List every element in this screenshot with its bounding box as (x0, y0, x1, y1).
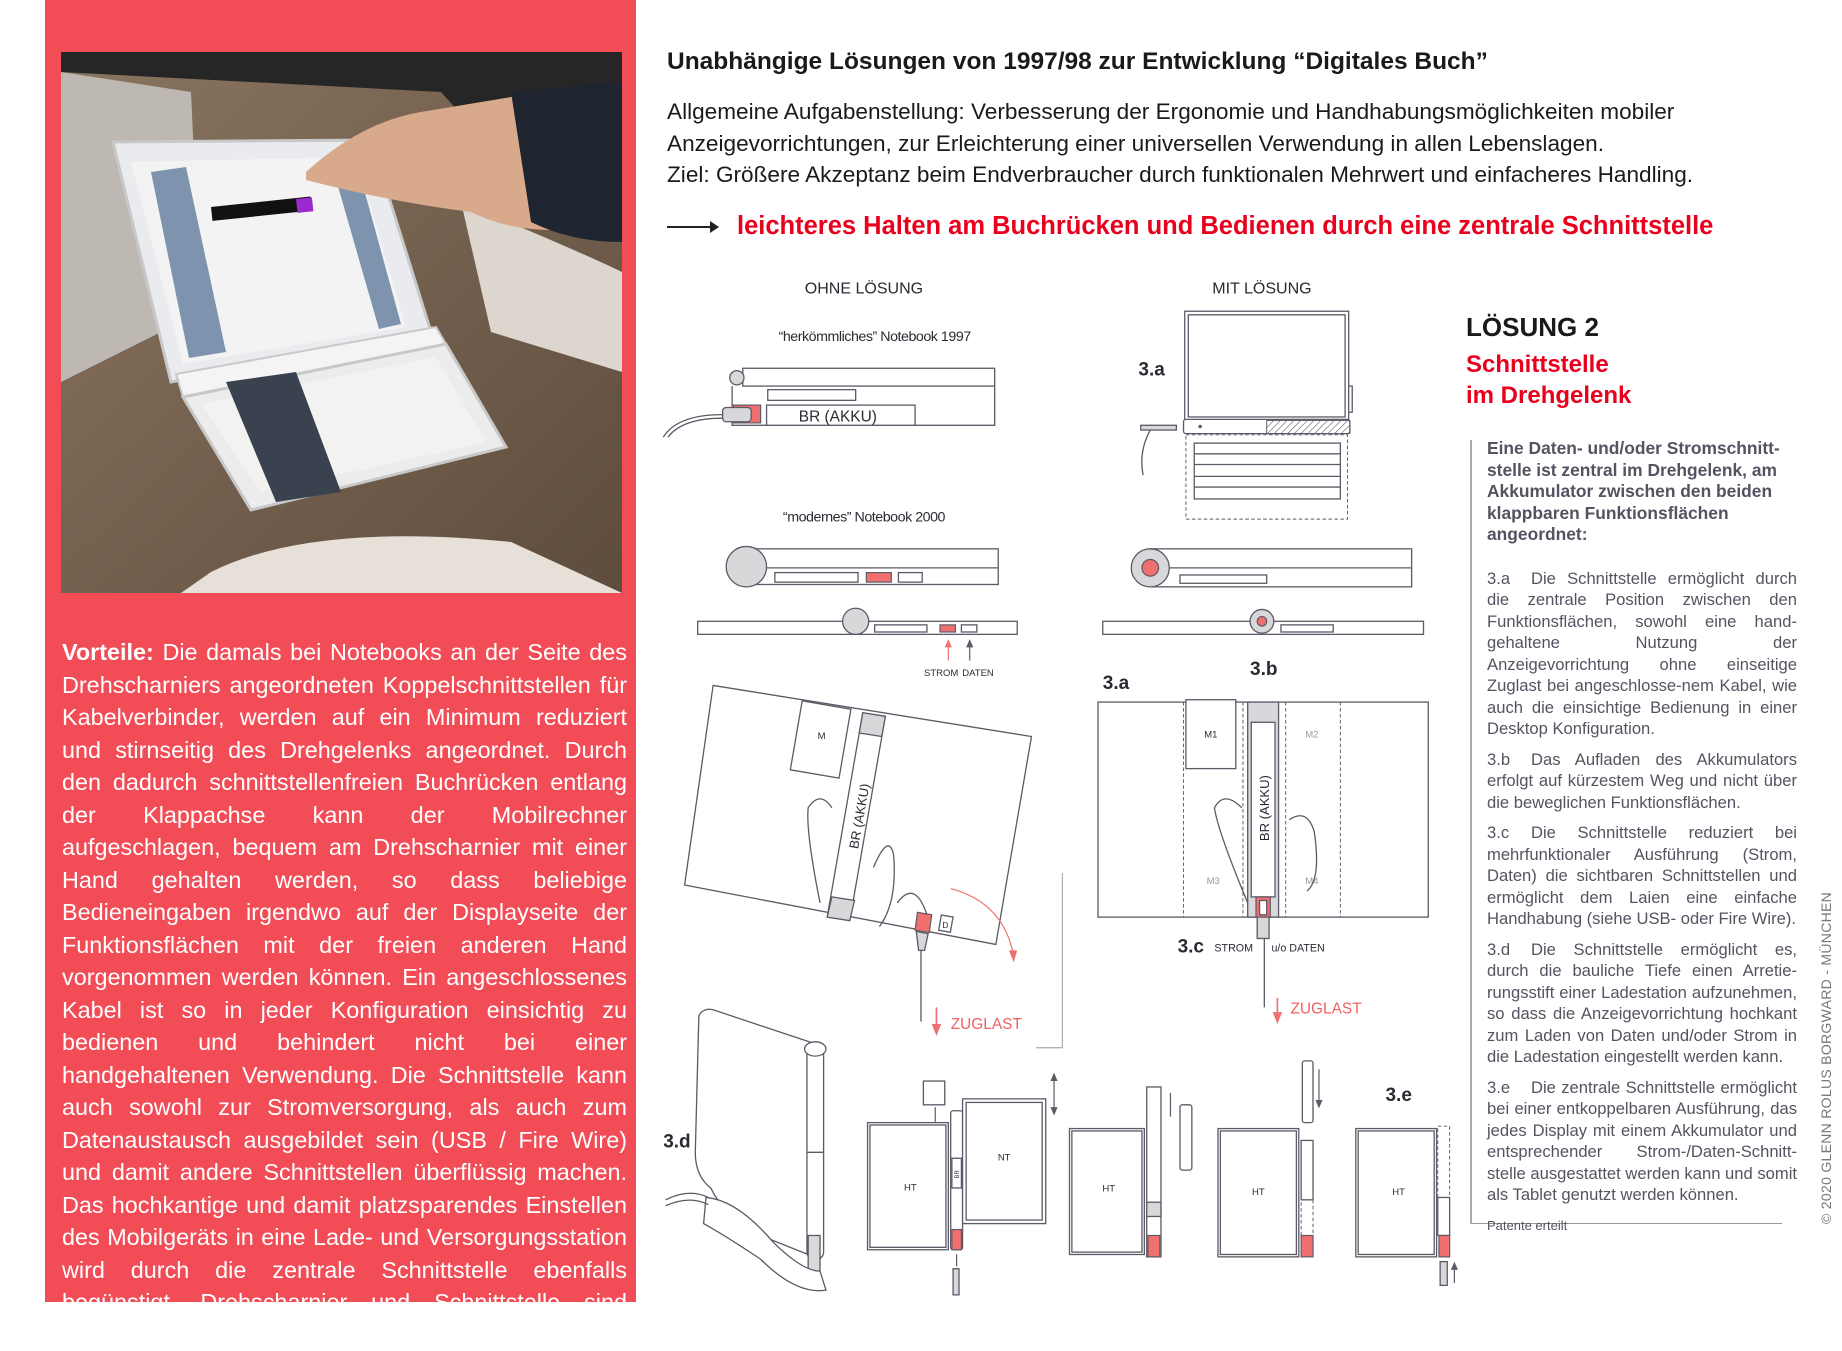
notebook-2000-drawing (698, 546, 1018, 678)
label-m3: M3 (1206, 875, 1220, 887)
point-text: Die Schnittstelle reduziert bei mehrfunktionaler Ausführung (Strom, Daten) die sichtbaren Schnittstellen und ermöglicht dem Laien eine einfache Handhabung (siehe USB- oder Fire Wire). (1487, 823, 1797, 928)
highlight-text: leichteres Halten am Buchrücken und Bedienen durch eine zentrale Schnittstelle (737, 212, 1714, 240)
solution-subtitle-line: im Drehgelenk (1466, 382, 1632, 409)
point-text: Das Aufladen des Akkumulators erfolgt auf kürzestem Weg und nicht über die beweglichen Funktionsflächen. (1487, 749, 1797, 812)
label-notebook-2000: “modernes” Notebook 2000 (782, 509, 946, 526)
solution-heading: LÖSUNG 2 (1466, 312, 1599, 342)
solution-point (1487, 822, 1797, 930)
label-d: D (942, 919, 949, 930)
point-number: 3.a (1487, 568, 1511, 588)
label-m4: M4 (1305, 875, 1319, 887)
laptop-with-solution-drawing (1138, 311, 1352, 519)
label-3a: 3.a (1102, 673, 1130, 695)
label-m1: M1 (1204, 729, 1218, 741)
daten-label-3c: u/o DATEN (1271, 942, 1325, 955)
intro-line: Ziel: Größere Akzeptanz beim Endverbraucher durch funktionalen Mehrwert und einfacheres Handling. (667, 162, 1694, 188)
br-akku-label: BR (AKKU) (798, 408, 877, 426)
solution-subtitle (1466, 349, 1631, 411)
intro-line: Allgemeine Aufgabenstellung: Verbesserung der Ergonomie und Handhabungsmöglichkeiten mobiler (667, 99, 1675, 124)
advantages-label: Vorteile: (62, 639, 154, 665)
zuglast-label-right: ZUGLAST (1290, 1000, 1362, 1018)
patent-note: Patente erteilt (1487, 1217, 1568, 1233)
solution-point (1487, 749, 1797, 814)
solution-point (1487, 939, 1797, 1068)
point-text: Die Schnittstelle ermöglicht es, durch die bauliche Tiefe einen Arretie-rungsstift einer Ladestation aufzunehmen, so dass die Anzeigevorrichtung hochkant zum Laden von Daten und/oder Strom in die Ladestation eingestellt werden kann. (1487, 939, 1797, 1066)
label-ht-2: HT (1102, 1183, 1116, 1195)
label-m2: M2 (1305, 729, 1319, 741)
label-3b: 3.b (1250, 658, 1278, 680)
solution-intro: Eine Daten- und/oder Stromschnitt-stelle ist zentral im Drehgelenk, am Akkumulator zwischen den beiden klappbaren Funktionsflächen angeordnet: (1487, 438, 1780, 544)
point-text: Die zentrale Schnittstelle ermöglicht bei einer entkoppelbaren Ausführung, das jedes Display mit einem Akkumulator und entsprechender Strom-/Daten-Schnitt-stelle ausgestattet werden kann und somit als Tablet genutzt werden können. (1487, 1077, 1797, 1204)
point-text: Die Schnittstelle ermöglicht durch die zentrale Position zwischen den Funktionsflächen, sowohl eine hand-gehaltene Nutzung der Anzeigevorrichtung ohne einseitige Zuglast bei angeschlosse-nem Kabel, wie auch die einsichtige Bedienung in einer Desktop Konfiguration. (1487, 568, 1797, 738)
label-3e: 3.e (1385, 1085, 1412, 1107)
label-nt: NT (997, 1152, 1011, 1164)
label-br-1: BR (955, 1170, 962, 1179)
label-ht-1: HT (903, 1182, 917, 1194)
label-m: M (817, 730, 826, 742)
advantages-text: Die damals bei Notebooks an der Seite des Drehscharniers angeordneten Koppelschnittstellen für Kabelverbinder, werden auf ein Minimum reduziert und stirnseitig des Drehgelenks angeordnet. Durch den dadurch schnittstellenfreien Buchrücken entlang der Klappachse kann der Mobilrechner aufgeschlagen, bequem am Drehscharnier mit einer Hand gehalten werden, so dass beliebige Bedieneingaben irgendwo auf der Displayseite der Funktionsflächen mit der freien anderen Hand vorgenommen werden können. Ein angeschlossenes Kabel ist so in jeder Konfiguration einsichtig zu bedienen und behindert nicht bei einer handgehaltenen Verwendung. Die Schnittstelle kann auch sowohl zur Stromversorgung, als auch zum Datenaustausch ausgebildet sein (USB / Fire Wire) und damit andere Schnittstellen überflüssig machen. Das hochkantige und damit platzsparendes Einstellen des Mobilgeräts in eine Lade- und Versorgungsstation wird durch die zentrale Schnittstelle ebenfalls begünstigt. Drehscharnier und Schnittstelle sind geräteprägend. (62, 639, 627, 1348)
daten-label: DATEN (962, 667, 994, 679)
strom-label: STROM (924, 667, 959, 679)
solution-point (1487, 568, 1797, 740)
notebook-1997-drawing (663, 368, 994, 437)
br-akku-vertical: BR (AKKU) (1257, 775, 1273, 842)
label-3c: 3.c (1177, 936, 1205, 958)
solution-subtitle-line: Schnittstelle (1466, 351, 1609, 378)
solution-description (1487, 438, 1797, 1233)
label-3a-top: 3.a (1138, 359, 1165, 381)
label-notebook-1997: “herkömmliches” Notebook 1997 (778, 328, 971, 345)
point-number: 3.d (1487, 939, 1511, 959)
hinge-with-solution-drawing (1103, 549, 1424, 635)
label-3d: 3.d (663, 1131, 691, 1153)
strom-label-3c: STROM (1214, 942, 1254, 955)
panels-detachable-drawing (868, 1061, 1458, 1295)
zuglast-label-left: ZUGLAST (950, 1015, 1022, 1033)
tilted-book-drawing (685, 685, 1063, 1047)
label-ht-4: HT (1392, 1187, 1405, 1199)
label-ht-3: HT (1252, 1187, 1265, 1199)
point-number: 3.b (1487, 749, 1511, 769)
label-ohne-loesung: OHNE LÖSUNG (804, 279, 924, 298)
page-title: Unabhängige Lösungen von 1997/98 zur Entwicklung “Digitales Buch” (667, 48, 1488, 75)
br-akku-rotated: BR (AKKU) (846, 782, 873, 850)
label-mit-loesung: MIT LÖSUNG (1212, 279, 1312, 298)
open-book-3a-drawing (1098, 700, 1428, 1024)
point-number: 3.c (1487, 823, 1510, 842)
intro-line: Anzeigevorrichtungen, zur Erleichterung einer universellen Verwendung in allen Lebenslagen. (667, 130, 1604, 156)
point-number: 3.e (1487, 1077, 1511, 1097)
solution-point (1487, 1077, 1797, 1206)
copyright-notice: © 2020 GLENN ROLUS BORGWARD - MÜNCHEN (1818, 891, 1834, 1224)
